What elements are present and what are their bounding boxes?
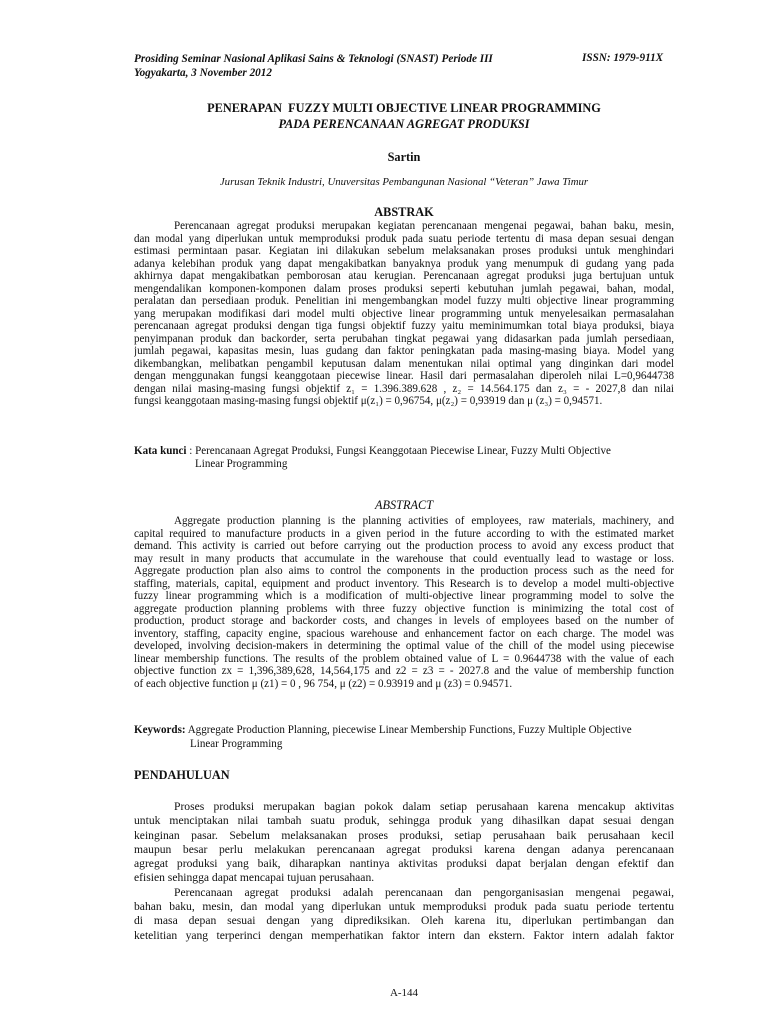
keywords-text-cont: Linear Programming: [190, 738, 283, 750]
title-line-1: PENERAPAN FUZZY MULTI OBJECTIVE LINEAR PROGRAMMING: [207, 101, 601, 115]
title-line-2: PADA PERENCANAAN AGREGAT PRODUKSI: [278, 117, 530, 131]
abstrak-line: Perencanaan agregat produksi merupakan kegiatan perencanaan mengenai pegawai, bahan baku, mesin,: [174, 220, 674, 232]
abstrak-line: perencanaan agregat produksi dengan tiga fungsi objektif fuzzy yaitu meminimumkan total biaya produksi, biaya: [134, 320, 674, 332]
abstrak-line: dengan nilai masing-masing fungsi objektif z₁ = 1.396.389.628 , z₂ = 14.564.175 dan z₃ = - 2027,8 dan nilai: [134, 382, 674, 395]
body-line: Perencanaan agregat produksi adalah perencanaan dan pengorganisasian mengenai pegawai,: [174, 885, 674, 899]
abstrak-line: jumlah pegawai, kapasitas mesin, luas gudang dan faktor peningkatan pada masing-masing biaya. Model yang: [134, 345, 674, 357]
body-line: keinginan pasar. Sebelum melaksanakan proses produksi, setiap perusahaan baik perusahaan kecil: [134, 828, 674, 842]
abstract-line: Aggregate production plan also aims to control the components in the production process such as the need for: [134, 565, 674, 577]
abstract-line: staffing, materials, capital, equipment and product inventory. This Research is to develop a model multi-objective: [134, 577, 674, 590]
abstrak-body: [134, 220, 674, 408]
abstrak-line: dengan menggunakan fungsi keanggotaan piecewise linear. Hasil dari permasalahan diperoleh nilai L=0,9644738: [134, 370, 674, 382]
abstrak-line: estimasi permintaan pasar. Kegiatan ini dilakukan sebelum melaksanakan proses produksi untuk menghindari: [134, 245, 674, 257]
abstract-line: developed, involving decision-makers in determining the optimal value of the chill of the model using piecewise: [134, 640, 674, 652]
abstrak-line: peralatan dan persediaan produk. Penelitian ini mengembangkan model fuzzy multi objective linear programming: [134, 295, 674, 307]
author-name: Sartin: [387, 150, 421, 164]
body-line: di masa depan sesuai dengan yang diprediksikan. Oleh karena itu, diperlukan pertimbangan dan: [134, 914, 674, 928]
kata-kunci: [134, 444, 611, 458]
abstract-line: linear membership functions. The results of the problem obtained value of L = 0.9644738 with the value of each: [134, 652, 674, 665]
section-heading: PENDAHULUAN: [134, 768, 230, 782]
abstract-line: aggregate production planning problems with three fuzzy objective function is minimizing the total cost of: [134, 602, 674, 615]
abstract-line: fuzzy linear programming which is a modification of multi-objective linear programming model to solve the: [134, 590, 674, 602]
abstrak-line: mengendalikan komponen-komponen dalam proses produksi seperti kebutuhan jumlah pegawai, bahan, modal,: [134, 282, 674, 295]
body-line: bahan baku, mesin, dan modal yang diperlukan untuk memproduksi produk pada suatu periode tertentu: [134, 900, 674, 914]
paper-title: [134, 100, 674, 132]
abstract-line: production, product storage and backorder costs, and changes in levels of employees based on the number of: [134, 615, 674, 627]
body-line: ketelitian yang terperinci dengan memperhatikan faktor intern dan ekstern. Faktor intern adalah faktor: [134, 928, 674, 942]
proceedings-location-date: Yogyakarta, 3 November 2012: [134, 67, 272, 79]
body-line: Proses produksi merupakan bagian pokok dalam setiap perusahaan karena mencakup aktivitas: [174, 800, 674, 813]
abstract-line: of each objective function μ (z1) = 0 , 96 754, μ (z2) = 0.93919 and μ (z3) = 0.94571.: [134, 677, 513, 690]
abstract-line: may result in many products that accumulate in the warehouse that could eventually lead to wastage or loss.: [134, 552, 674, 565]
abstrak-line: penyimpanan produk dan backorder, serta perubahan tingkat pegawai yang didasarkan pada jumlah persediaan,: [134, 332, 674, 345]
author-affiliation: Jurusan Teknik Industri, Unuversitas Pembangunan Nasional “Veteran” Jawa Timur: [219, 176, 589, 188]
abstract-body: [134, 515, 674, 690]
kata-kunci-text-cont: Linear Programming: [195, 458, 288, 470]
abstrak-line: adanya kelebihan produk yang dapat mengakibatkan banyaknya produk yang menumpuk di gudang yang pada: [134, 257, 674, 270]
abstract-heading: ABSTRACT: [374, 498, 434, 512]
keywords-label: Keywords:: [134, 724, 186, 736]
abstrak-line: fungsi keanggotaan masing-masing fungsi objektif μ(z₁) = 0,96754, μ(z₂) = 0,93919 dan μ (z₃) = 0,94571.: [134, 395, 603, 407]
body-line: untuk menciptakan nilai tambah suatu produk, sehingga produk yang dihasilkan dapat sesuai dengan: [134, 814, 674, 828]
abstract-line: capital required to manufacture products in a given period in the future according to with the estimated market: [134, 527, 674, 540]
abstrak-line: akhirnya dapat mengakibatkan pemborosan atau kerugian. Perencanaan agregat produksi juga bertujuan untuk: [134, 270, 674, 282]
kata-kunci-label: Kata kunci: [134, 445, 187, 457]
keywords-text: Aggregate Production Planning, piecewise Linear Membership Functions, Fuzzy Multiple Objective: [185, 724, 632, 736]
abstract-line: Aggregate production planning is the planning activities of employees, raw materials, machinery, and: [174, 515, 674, 527]
page-number: A-144: [389, 987, 419, 999]
body-line: efisien sehingga dapat mencapai tujuan perusahaan.: [134, 871, 375, 885]
proceedings-title: Prosiding Seminar Nasional Aplikasi Sains & Teknologi (SNAST) Periode III: [134, 53, 493, 65]
section-body: [134, 800, 674, 943]
kata-kunci-text: : Perencanaan Agregat Produksi, Fungsi Keanggotaan Piecewise Linear, Fuzzy Multi Objective: [186, 445, 611, 457]
issn: ISSN: 1979-911X: [582, 52, 664, 64]
abstract-line: demand. This activity is carried out before carrying out the production process to avoid any excess product that: [134, 540, 674, 552]
body-line: agregat produksi yang baik, diharapkan nantinya aktivitas produksi dapat berjalan dengan efektif dan: [134, 857, 674, 871]
keywords: [134, 724, 632, 736]
abstrak-line: dikembangkan, melibatkan pengambil keputusan dalam menentukan nilai optimal yang dinginkan dari model: [134, 357, 674, 370]
abstrak-heading: ABSTRAK: [374, 205, 434, 219]
abstract-line: inventory, staffing, capacity engine, spacious warehouse and enhancement factor on each charge. The model was: [134, 627, 674, 640]
abstrak-line: dan modal yang diperlukan untuk memproduksi produk pada suatu periode tertentu di masa depan sesuai dengan: [134, 232, 674, 245]
abstrak-line: yang merupakan modifikasi dari model multi objective linear programming untuk menyelesaikan permasalahan: [134, 307, 674, 320]
abstract-line: objective function zx = 1,396,389,628, 14,564,175 and z2 = z3 = - 2027.8 and the value of membership function: [134, 665, 674, 677]
body-line: maupun besar perlu melakukan perencanaan agregat produksi karena dengan adanya perencanaan: [134, 842, 674, 856]
running-header: [134, 52, 493, 80]
